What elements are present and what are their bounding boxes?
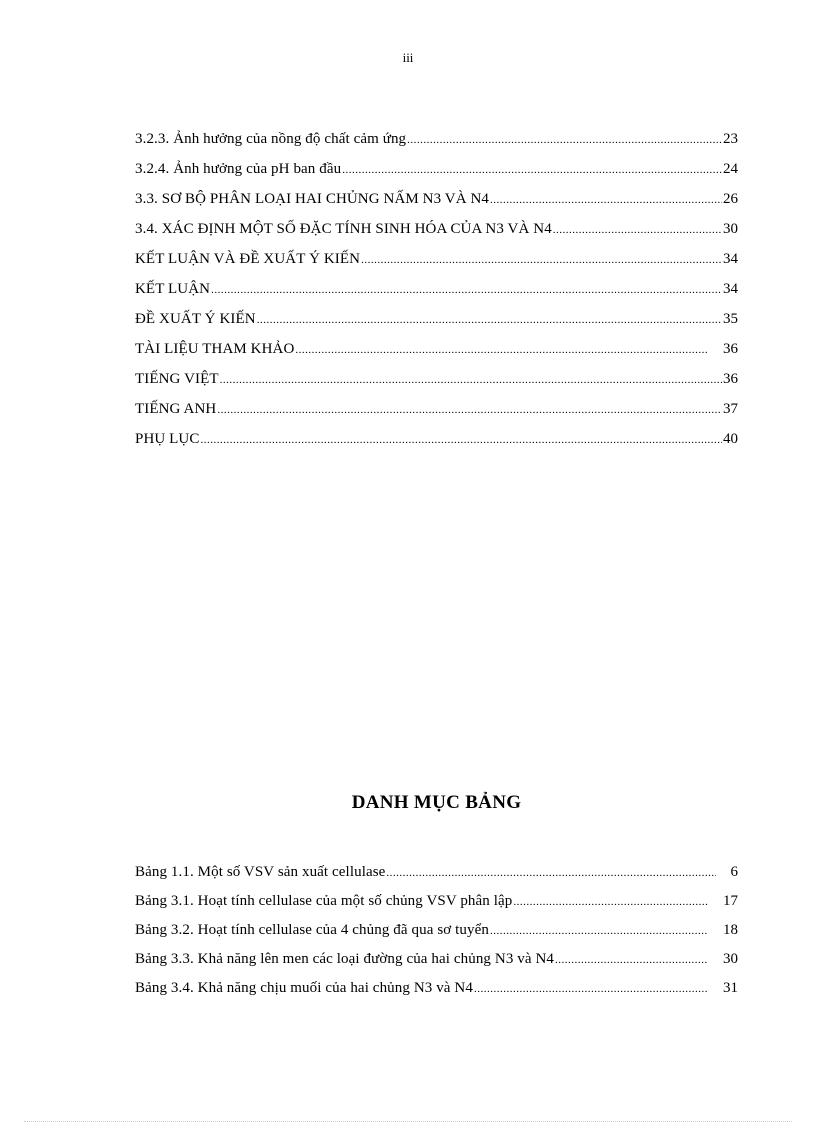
dot-leader bbox=[474, 983, 708, 995]
dot-leader bbox=[386, 867, 715, 879]
table-entry-page: 18 bbox=[723, 922, 738, 938]
table-entry-label: Bảng 1.1. Một số VSV sản xuất cellulase bbox=[135, 864, 386, 880]
toc-entry-label: 3.2.4. Ảnh hưởng của pH ban đầu bbox=[135, 161, 342, 177]
dot-leader bbox=[555, 954, 708, 966]
dot-leader bbox=[361, 254, 722, 266]
toc-entry-page: 23 bbox=[723, 131, 738, 147]
table-of-contents bbox=[135, 131, 738, 461]
table-entry-label: Bảng 3.1. Hoạt tính cellulase của một số chủng VSV phân lập bbox=[135, 893, 513, 909]
toc-entry-label: KẾT LUẬN bbox=[135, 281, 211, 297]
table-list-entry bbox=[135, 922, 738, 951]
toc-entry-page: 24 bbox=[723, 161, 738, 177]
dot-leader bbox=[217, 404, 722, 416]
toc-entry-page: 35 bbox=[723, 311, 738, 327]
list-of-tables bbox=[135, 864, 738, 1009]
toc-entry bbox=[135, 341, 738, 371]
toc-entry bbox=[135, 311, 738, 341]
page-bottom-rule bbox=[24, 1121, 792, 1122]
toc-entry-page: 34 bbox=[723, 251, 738, 267]
table-entry-label: Bảng 3.4. Khả năng chịu muối của hai chủng N3 và N4 bbox=[135, 980, 473, 996]
dot-leader bbox=[490, 925, 708, 937]
toc-entry-page: 34 bbox=[723, 281, 738, 297]
table-entry-page: 31 bbox=[723, 980, 738, 996]
toc-entry bbox=[135, 161, 738, 191]
toc-entry-label: PHỤ LỤC bbox=[135, 431, 200, 447]
toc-entry-label: 3.3. SƠ BỘ PHÂN LOẠI HAI CHỦNG NẤM N3 VÀ N4 bbox=[135, 191, 490, 207]
toc-entry-label: ĐỀ XUẤT Ý KIẾN bbox=[135, 311, 256, 327]
toc-entry bbox=[135, 221, 738, 251]
toc-entry-label: TÀI LIỆU THAM KHẢO bbox=[135, 341, 295, 357]
dot-leader bbox=[342, 164, 722, 176]
dot-leader bbox=[220, 374, 722, 386]
section-heading: DANH MỤC BẢNG bbox=[351, 792, 522, 813]
table-list-entry bbox=[135, 864, 738, 893]
toc-entry-page: 36 bbox=[723, 341, 738, 357]
toc-entry-page: 37 bbox=[723, 401, 738, 417]
table-list-entry bbox=[135, 951, 738, 980]
table-list-entry bbox=[135, 893, 738, 922]
table-entry-label: Bảng 3.2. Hoạt tính cellulase của 4 chủng đã qua sơ tuyển bbox=[135, 922, 489, 938]
toc-entry bbox=[135, 281, 738, 311]
page-number: iii bbox=[402, 50, 414, 65]
toc-entry bbox=[135, 431, 738, 461]
toc-entry-page: 26 bbox=[723, 191, 738, 207]
dot-leader bbox=[553, 224, 722, 236]
dot-leader bbox=[295, 344, 708, 356]
toc-entry-label: TIẾNG VIỆT bbox=[135, 371, 219, 387]
toc-entry-label: KẾT LUẬN VÀ ĐỀ XUẤT Ý KIẾN bbox=[135, 251, 361, 267]
toc-entry bbox=[135, 131, 738, 161]
dot-leader bbox=[211, 284, 722, 296]
table-entry-page: 30 bbox=[723, 951, 738, 967]
dot-leader bbox=[513, 896, 708, 908]
toc-entry-page: 30 bbox=[723, 221, 738, 237]
toc-entry-page: 36 bbox=[723, 371, 738, 387]
table-entry-page: 17 bbox=[723, 893, 738, 909]
toc-entry bbox=[135, 251, 738, 281]
dot-leader bbox=[257, 314, 722, 326]
toc-entry-label: 3.2.3. Ảnh hưởng của nồng độ chất cảm ứng bbox=[135, 131, 407, 147]
dot-leader bbox=[200, 434, 722, 446]
table-entry-page: 6 bbox=[730, 864, 738, 880]
toc-entry bbox=[135, 401, 738, 431]
toc-entry-label: 3.4. XÁC ĐỊNH MỘT SỐ ĐẶC TÍNH SINH HÓA CỦA N3 VÀ N4 bbox=[135, 221, 552, 237]
dot-leader bbox=[407, 134, 722, 146]
toc-entry-label: TIẾNG ANH bbox=[135, 401, 217, 417]
toc-entry bbox=[135, 191, 738, 221]
toc-entry bbox=[135, 371, 738, 401]
table-list-entry bbox=[135, 980, 738, 1009]
toc-entry-page: 40 bbox=[723, 431, 738, 447]
dot-leader bbox=[490, 194, 722, 206]
table-entry-label: Bảng 3.3. Khả năng lên men các loại đường của hai chủng N3 và N4 bbox=[135, 951, 555, 967]
